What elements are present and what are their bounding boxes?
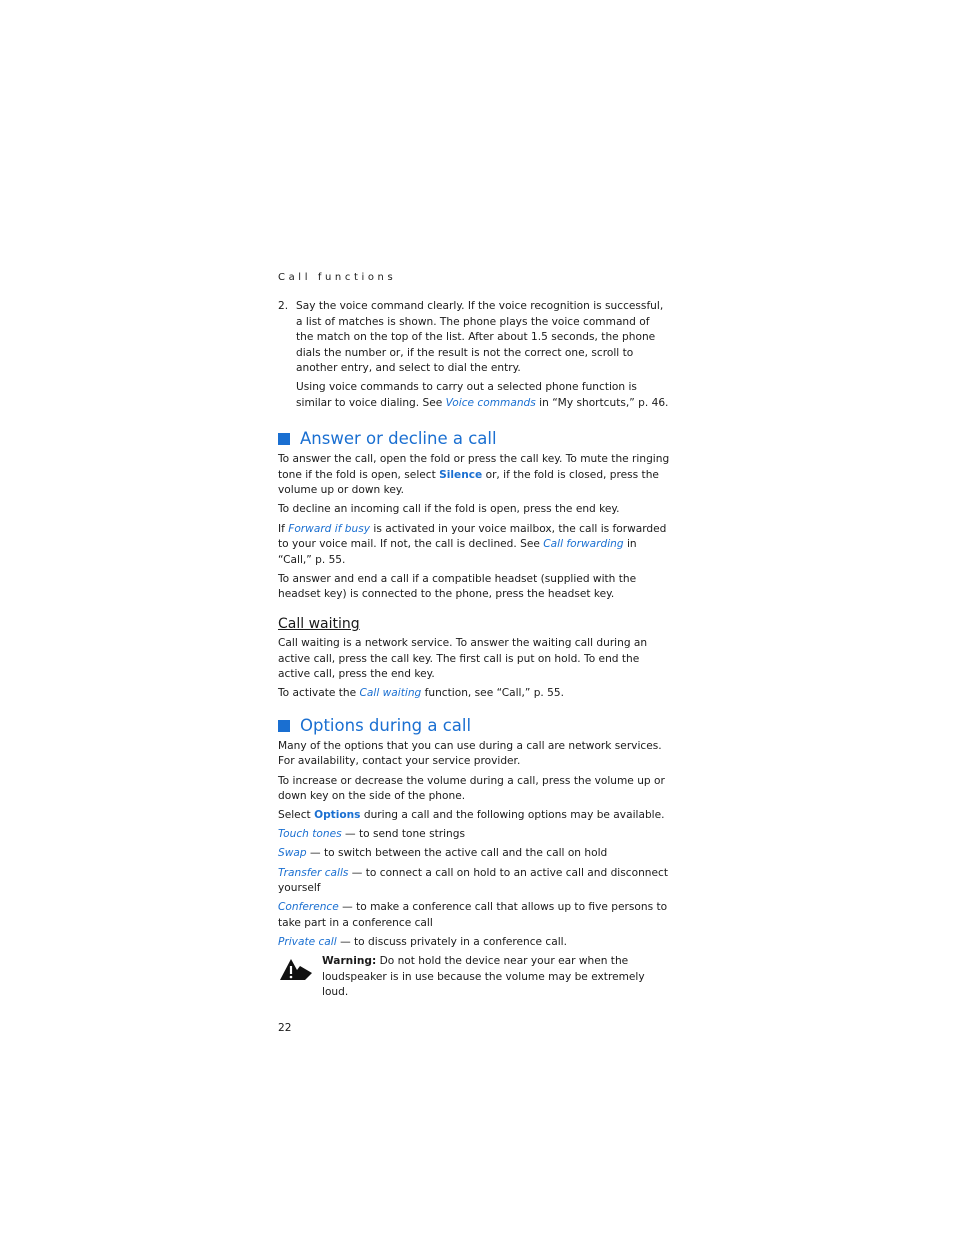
answer-p3-text: If [278, 522, 289, 535]
options-paragraph-3 [278, 808, 670, 824]
transfer-calls-option[interactable]: Transfer calls [278, 866, 349, 879]
option-description: — to switch between the active call and the call on hold [306, 847, 608, 860]
call-waiting-link[interactable]: Call waiting [359, 687, 422, 700]
running-head: Call functions [278, 272, 397, 283]
answer-paragraph-4: To answer and end a call if a compatible headset (supplied with the headset key) is connected to the phone, press the headset key. [278, 572, 637, 601]
option-item [278, 827, 670, 843]
answer-p3-text-mid: is activated in your voice mailbox, the call is forwarded to your voice mail. If not, the call is declined. See [278, 522, 667, 551]
answer-paragraph-3 [278, 522, 670, 569]
answer-paragraph-1 [278, 452, 670, 499]
forward-if-busy-link[interactable]: Forward if busy [288, 522, 371, 535]
heading-square-icon [278, 433, 290, 445]
heading-square-icon [278, 720, 290, 732]
warning-box [278, 954, 670, 1004]
step-text: Say the voice command clearly. If the voice recognition is successful, a list of matches is shown. The phone plays the voice command of the match on the top of the list. After about 1.5 seconds, the phone dials the number or, if the result is not the correct one, scroll to another entry, and select to dial the entry. [296, 300, 664, 375]
warning-label: Warning: [322, 955, 377, 967]
swap-option[interactable]: Swap [278, 847, 307, 860]
options-heading-text: Options during a call [300, 715, 472, 735]
conference-option[interactable]: Conference [278, 901, 339, 914]
waiting-paragraph-1: Call waiting is a network service. To answer the waiting call during an active call, press the call key. The first call is put on hold. To end the active call, press the end key. [278, 637, 648, 681]
waiting-p2-text: To activate the [278, 687, 360, 700]
warning-text [322, 954, 670, 1001]
answer-p1-text: To answer the call, open the fold or press the call key. To mute the ringing tone if the fold is open, select [278, 453, 670, 481]
call-waiting-heading: Call waiting [278, 616, 360, 632]
waiting-paragraph-2 [278, 686, 670, 702]
option-item [278, 846, 670, 862]
numbered-step [278, 299, 670, 415]
answer-p3-text-end: in “Call,” p. 55. [278, 538, 637, 566]
private-call-option[interactable]: Private call [278, 935, 337, 948]
silence-option[interactable]: Silence [439, 468, 483, 481]
options-paragraph-1: Many of the options that you can use during a call are network services. For availability, contact your service provider. [278, 739, 662, 768]
options-menu-link[interactable]: Options [314, 809, 361, 822]
options-heading [278, 716, 670, 736]
step-number: 2. [278, 300, 289, 312]
option-description: — to connect a call on hold to an active call and disconnect yourself [278, 866, 669, 895]
warning-message: Do not hold the device near your ear when the loudspeaker is in use because the volume may be extremely loud. [322, 955, 645, 999]
voice-note-text-end: in “My shortcuts,” p. 46. [535, 397, 669, 410]
option-item [278, 866, 670, 897]
answer-paragraph-2: To decline an incoming call if the fold is open, press the end key. [278, 503, 620, 516]
options-p3-text: Select [278, 809, 315, 822]
voice-note [296, 380, 670, 411]
page-number: 22 [278, 1022, 292, 1035]
option-description: — to send tone strings [341, 828, 465, 841]
document-page [278, 272, 670, 1034]
waiting-p2-text-end: function, see “Call,” p. 55. [421, 687, 564, 700]
answer-heading [278, 429, 670, 449]
options-p3-text-end: during a call and the following options may be available. [360, 809, 665, 822]
option-item [278, 935, 670, 951]
option-description: — to discuss privately in a conference call. [336, 935, 567, 948]
call-forwarding-link[interactable]: Call forwarding [543, 538, 624, 551]
option-description: — to make a conference call that allows up to five persons to take part in a conference call [278, 901, 668, 929]
voice-commands-link[interactable]: Voice commands [445, 397, 536, 410]
answer-p1-text-end: or, if the fold is closed, press the volume up or down key. [278, 468, 659, 497]
answer-heading-text: Answer or decline a call [300, 429, 497, 449]
touch-tones-option[interactable]: Touch tones [278, 828, 342, 841]
options-paragraph-2: To increase or decrease the volume during a call, press the volume up or down key on the side of the phone. [278, 774, 665, 803]
option-item [278, 900, 670, 931]
warning-triangle-icon [278, 954, 322, 1004]
voice-note-text: Using voice commands to carry out a selected phone function is similar to voice dialing. See [296, 381, 637, 410]
